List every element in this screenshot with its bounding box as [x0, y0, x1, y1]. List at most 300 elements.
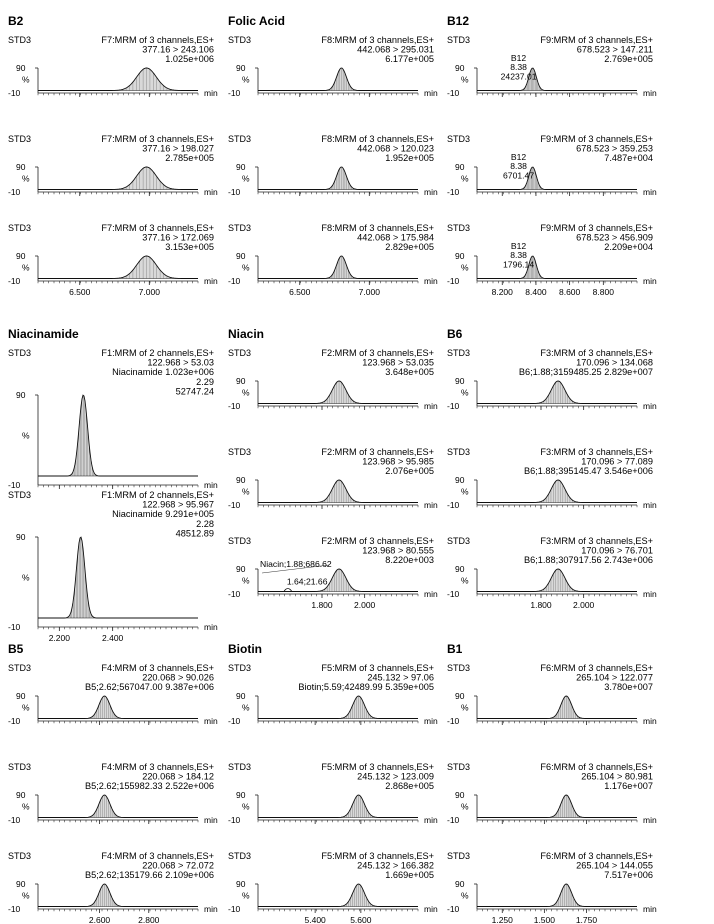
channel-header-line: F9:MRM of 3 channels,ES+ — [540, 223, 653, 233]
x-tick-label: 8.400 — [525, 287, 547, 297]
channel-header-line: 2.769e+005 — [604, 54, 653, 65]
peak-area — [258, 696, 418, 718]
channel-header-line: 52747.24 — [175, 386, 214, 397]
peak-area — [477, 569, 637, 592]
peak-hatching — [322, 381, 355, 404]
x-tick-label: 2.000 — [354, 600, 376, 610]
peak-annotation-line: 6701.47 — [503, 170, 535, 181]
chromatogram-panel — [8, 35, 218, 98]
y-tick-max: 90 — [16, 691, 26, 701]
chart-title: Biotin — [228, 642, 262, 656]
channel-header-line: 2.209e+004 — [604, 242, 653, 253]
sample-label: STD3 — [228, 851, 252, 861]
x-unit-label: min — [424, 904, 438, 914]
peak-hatching — [330, 256, 354, 279]
sample-label: STD3 — [228, 536, 252, 546]
peak-hatching — [73, 395, 94, 476]
y-unit-label: % — [22, 572, 30, 583]
chromatogram-trace — [38, 537, 198, 618]
y-unit-label: % — [22, 801, 30, 812]
channel-header-line: 245.132 > 97.06 — [367, 672, 434, 683]
chromatogram-panel — [228, 762, 438, 825]
x-unit-label: min — [643, 276, 657, 286]
x-tick-label: 7.000 — [358, 287, 380, 297]
sample-label: STD3 — [447, 348, 471, 358]
x-unit-label: min — [204, 276, 218, 286]
y-tick-min: -10 — [228, 276, 241, 286]
y-tick-max: 90 — [236, 879, 246, 889]
y-tick-min: -10 — [228, 589, 241, 599]
sample-label: STD3 — [8, 35, 32, 45]
chart-group — [8, 642, 218, 924]
chromatogram-panel — [447, 447, 657, 510]
channel-header-line: F4:MRM of 3 channels,ES+ — [101, 762, 214, 772]
peak-annotation-line: 8.38 — [510, 250, 527, 261]
channel-header-line: 265.104 > 122.077 — [576, 672, 653, 683]
y-tick-min: -10 — [8, 622, 21, 632]
y-tick-max: 90 — [236, 790, 246, 800]
channel-header-line: 2.29 — [196, 376, 214, 387]
channel-header-line: 2.076e+005 — [385, 466, 434, 477]
peak-area — [258, 884, 418, 906]
chromatogram-panel — [228, 447, 438, 510]
x-unit-label: min — [643, 716, 657, 726]
x-tick-label: 1.800 — [530, 600, 552, 610]
channel-header-line: F7:MRM of 3 channels,ES+ — [101, 35, 214, 45]
peak-area — [38, 256, 198, 279]
channel-header-line: 3.648e+005 — [385, 367, 434, 378]
x-tick-label: 2.400 — [102, 633, 124, 643]
channel-header-line: F7:MRM of 3 channels,ES+ — [101, 134, 214, 144]
chromatogram-panel — [228, 134, 438, 197]
channel-header-line: 442.068 > 295.031 — [357, 44, 434, 55]
channel-header-line: B5;2.62;155982.33 2.522e+006 — [84, 781, 214, 792]
y-unit-label: % — [22, 262, 30, 273]
y-tick-max: 90 — [455, 790, 465, 800]
sample-label: STD3 — [228, 348, 252, 358]
peak-hatching — [344, 696, 372, 719]
peak-annotation-line: B12 — [510, 53, 527, 63]
x-tick-label: 1.750 — [575, 915, 598, 924]
x-unit-label: min — [643, 500, 657, 510]
chromatogram-panel — [447, 223, 657, 297]
channel-header-line: 122.968 > 95.967 — [142, 499, 214, 510]
x-unit-label: min — [643, 904, 657, 914]
chromatogram-panel — [8, 134, 218, 197]
x-tick-label: 2.200 — [48, 633, 70, 643]
y-unit-label: % — [242, 486, 250, 497]
x-unit-label: min — [424, 815, 438, 825]
x-unit-label: min — [424, 589, 438, 599]
x-tick-label: 8.800 — [592, 287, 614, 297]
channel-header-line: F1:MRM of 2 channels,ES+ — [101, 490, 214, 500]
y-unit-label: % — [22, 74, 30, 85]
channel-header-line: 245.132 > 166.382 — [357, 860, 434, 871]
x-tick-label: 7.000 — [138, 287, 160, 297]
peak-hatching — [553, 696, 579, 719]
peak-area — [477, 256, 637, 278]
chromatogram-trace — [38, 884, 198, 906]
y-tick-min: -10 — [447, 88, 460, 98]
peak-area — [38, 395, 198, 476]
x-tick-label: 6.500 — [69, 287, 91, 297]
y-tick-min: -10 — [447, 716, 460, 726]
sample-label: STD3 — [228, 134, 252, 144]
sample-label: STD3 — [447, 851, 471, 861]
x-tick-label: 1.250 — [491, 915, 513, 924]
chart-group — [228, 327, 438, 610]
channel-header-line: 3.780e+007 — [604, 682, 653, 693]
x-unit-label: min — [424, 276, 438, 286]
y-tick-min: -10 — [228, 716, 241, 726]
x-tick-label: 8.600 — [558, 287, 581, 297]
chart-group — [447, 14, 657, 297]
peak-area — [258, 569, 418, 592]
peak-annotation-line: 24237.01 — [500, 71, 537, 82]
peak-annotation-line: Niacin;1.88;686.62 — [260, 559, 332, 569]
channel-header-line: B6;1.88;307917.56 2.743e+006 — [523, 555, 653, 566]
y-unit-label: % — [461, 74, 469, 85]
peak-hatching — [91, 696, 118, 719]
chart-title: B5 — [8, 642, 24, 656]
channel-header-line: 123.968 > 53.035 — [362, 357, 434, 368]
channel-header-line: 170.096 > 76.701 — [581, 545, 653, 556]
peak-annotation-line: 1796.14 — [503, 259, 535, 270]
y-tick-min: -10 — [447, 500, 460, 510]
channel-header-line: F8:MRM of 3 channels,ES+ — [321, 223, 434, 233]
peak-area — [258, 795, 418, 817]
channel-header-line: 678.523 > 359.253 — [576, 143, 653, 154]
y-tick-max: 90 — [16, 63, 26, 73]
channel-header-line: F2:MRM of 3 channels,ES+ — [321, 447, 434, 457]
chart-group — [447, 642, 657, 924]
x-tick-label: 1.800 — [311, 600, 333, 610]
channel-header-line: F3:MRM of 3 channels,ES+ — [540, 348, 653, 358]
chromatogram-panel — [8, 490, 218, 643]
x-unit-label: min — [204, 187, 218, 197]
y-tick-min: -10 — [228, 88, 241, 98]
channel-header-line: 442.068 > 175.984 — [357, 232, 434, 243]
x-tick-label: 1.500 — [533, 915, 556, 924]
y-tick-max: 90 — [236, 475, 246, 485]
peak-hatching — [91, 795, 118, 818]
peak-area — [38, 167, 198, 190]
y-tick-max: 90 — [236, 564, 246, 574]
chromatogram-panel — [228, 35, 438, 98]
channel-header-line: 2.868e+005 — [385, 781, 434, 792]
chromatogram-trace — [38, 256, 198, 279]
chromatogram-panel — [228, 536, 438, 610]
y-tick-min: -10 — [8, 716, 21, 726]
channel-header-line: 7.517e+006 — [604, 870, 653, 881]
y-tick-max: 90 — [16, 879, 26, 889]
channel-header-line: F3:MRM of 3 channels,ES+ — [540, 447, 653, 457]
y-tick-min: -10 — [8, 88, 21, 98]
channel-header-line: 220.068 > 72.072 — [142, 860, 214, 871]
chromatogram-trace — [38, 696, 198, 718]
y-unit-label: % — [22, 890, 30, 901]
y-tick-max: 90 — [236, 162, 246, 172]
y-tick-min: -10 — [8, 480, 21, 490]
chart-title: B1 — [447, 642, 463, 656]
chromatogram-panel — [228, 223, 438, 297]
channel-header-line: 48512.89 — [175, 528, 214, 539]
chart-title: Folic Acid — [228, 14, 285, 28]
peak-area — [258, 381, 418, 404]
x-unit-label: min — [643, 589, 657, 599]
sample-label: STD3 — [228, 663, 252, 673]
channel-header-line: 2.28 — [196, 518, 214, 529]
chromatogram-trace — [38, 167, 198, 190]
chart-title: B2 — [8, 14, 24, 28]
peak-hatching — [553, 884, 579, 907]
chromatogram-panel — [447, 851, 657, 924]
y-unit-label: % — [22, 702, 30, 713]
y-unit-label: % — [22, 430, 30, 441]
channel-header-line: 1.669e+005 — [385, 870, 434, 881]
channel-header-line: F1:MRM of 2 channels,ES+ — [101, 348, 214, 358]
x-unit-label: min — [204, 622, 218, 632]
y-unit-label: % — [22, 173, 30, 184]
y-tick-min: -10 — [8, 815, 21, 825]
sample-label: STD3 — [447, 134, 471, 144]
channel-header-line: B5;2.62;567047.00 9.387e+006 — [84, 682, 214, 693]
chart-group — [8, 327, 218, 643]
channel-header-line: Biotin;5.59;42489.99 5.359e+005 — [298, 682, 434, 693]
peak-hatching — [541, 381, 574, 404]
y-unit-label: % — [461, 173, 469, 184]
channel-header-line: 122.968 > 53.03 — [147, 357, 214, 368]
y-tick-min: -10 — [228, 815, 241, 825]
x-unit-label: min — [643, 187, 657, 197]
channel-header-line: 220.068 > 90.026 — [142, 672, 214, 683]
channel-header-line: 2.829e+005 — [385, 242, 434, 253]
channel-header-line: F9:MRM of 3 channels,ES+ — [540, 35, 653, 45]
chromatogram-panel — [8, 851, 218, 924]
chart-title: B12 — [447, 14, 470, 28]
chromatogram-panel — [447, 134, 657, 197]
chromatogram-panel — [8, 223, 218, 297]
y-tick-max: 90 — [16, 162, 26, 172]
x-unit-label: min — [643, 88, 657, 98]
peak-area — [477, 167, 637, 189]
channel-header-line: F6:MRM of 3 channels,ES+ — [540, 663, 653, 673]
y-unit-label: % — [242, 702, 250, 713]
peak-area — [38, 68, 198, 91]
x-unit-label: min — [424, 187, 438, 197]
channel-header-line: 245.132 > 123.009 — [357, 771, 434, 782]
y-tick-max: 90 — [455, 251, 465, 261]
y-unit-label: % — [242, 801, 250, 812]
x-tick-label: 5.400 — [304, 915, 326, 924]
x-unit-label: min — [204, 716, 218, 726]
y-unit-label: % — [461, 890, 469, 901]
channel-header-line: 265.104 > 80.981 — [581, 771, 653, 782]
chart-group — [8, 14, 218, 297]
channel-header-line: 8.220e+003 — [385, 555, 434, 566]
y-tick-max: 90 — [236, 691, 246, 701]
x-tick-label: 2.800 — [138, 915, 160, 924]
channel-header-line: F2:MRM of 3 channels,ES+ — [321, 348, 434, 358]
y-tick-min: -10 — [228, 500, 241, 510]
x-unit-label: min — [424, 500, 438, 510]
y-tick-max: 90 — [16, 251, 26, 261]
chromatogram-panel — [8, 663, 218, 726]
sample-label: STD3 — [8, 223, 32, 233]
minor-peak-label: 1.64;21.66 — [286, 576, 328, 587]
chart-group — [447, 327, 657, 610]
y-tick-max: 90 — [16, 532, 26, 542]
sample-label: STD3 — [8, 762, 32, 772]
y-tick-min: -10 — [447, 815, 460, 825]
chart-title: Niacinamide — [8, 327, 79, 341]
peak-hatching — [541, 480, 574, 503]
channel-header-line: F6:MRM of 3 channels,ES+ — [540, 851, 653, 861]
peak-area — [38, 696, 198, 718]
x-unit-label: min — [643, 401, 657, 411]
peak-annotation-line: 8.38 — [510, 161, 527, 172]
chromatogram-panel — [228, 851, 438, 924]
x-unit-label: min — [204, 480, 218, 490]
y-tick-max: 90 — [236, 376, 246, 386]
y-tick-min: -10 — [447, 589, 460, 599]
y-tick-max: 90 — [16, 390, 26, 400]
channel-header-line: Niacinamide 9.291e+005 — [112, 509, 214, 520]
x-unit-label: min — [204, 88, 218, 98]
x-unit-label: min — [424, 716, 438, 726]
sample-label: STD3 — [447, 223, 471, 233]
channel-header-line: F4:MRM of 3 channels,ES+ — [101, 663, 214, 673]
y-unit-label: % — [242, 387, 250, 398]
y-unit-label: % — [242, 173, 250, 184]
y-unit-label: % — [242, 890, 250, 901]
channel-header-line: 220.068 > 184.12 — [142, 771, 214, 782]
y-tick-min: -10 — [8, 276, 21, 286]
channel-header-line: 7.487e+004 — [604, 153, 653, 164]
x-unit-label: min — [424, 401, 438, 411]
sample-label: STD3 — [8, 490, 32, 500]
chart-group — [228, 14, 438, 297]
y-tick-max: 90 — [236, 63, 246, 73]
chromatogram-panel — [228, 348, 438, 411]
channel-header-line: F6:MRM of 3 channels,ES+ — [540, 762, 653, 772]
peak-hatching — [330, 167, 354, 190]
peak-hatching — [344, 795, 372, 818]
chromatogram-panel — [447, 663, 657, 726]
peak-hatching — [330, 68, 354, 91]
peak-area — [38, 884, 198, 906]
channel-header-line: F9:MRM of 3 channels,ES+ — [540, 134, 653, 144]
peak-annotation-line: B12 — [510, 241, 527, 251]
y-unit-label: % — [242, 74, 250, 85]
x-tick-label: 2.600 — [88, 915, 111, 924]
peak-area — [258, 480, 418, 503]
x-unit-label: min — [424, 88, 438, 98]
chromatogram-trace — [258, 795, 418, 817]
chromatogram-panel — [8, 762, 218, 825]
sample-label: STD3 — [228, 762, 252, 772]
chromatogram-trace — [477, 256, 637, 278]
channel-header-line: B6;1.88;3159485.25 2.829e+007 — [518, 367, 653, 378]
channel-header-line: 1.952e+005 — [385, 153, 434, 164]
y-unit-label: % — [242, 575, 250, 586]
y-tick-min: -10 — [8, 187, 21, 197]
y-tick-min: -10 — [228, 401, 241, 411]
y-tick-min: -10 — [228, 187, 241, 197]
channel-header-line: F4:MRM of 3 channels,ES+ — [101, 851, 214, 861]
channel-header-line: F2:MRM of 3 channels,ES+ — [321, 536, 434, 546]
chromatogram-panel — [447, 536, 657, 610]
x-unit-label: min — [643, 815, 657, 825]
channel-header-line: F7:MRM of 3 channels,ES+ — [101, 223, 214, 233]
chromatogram-trace — [258, 696, 418, 718]
peak-hatching — [91, 884, 118, 907]
y-tick-max: 90 — [455, 162, 465, 172]
y-unit-label: % — [242, 262, 250, 273]
chromatogram-trace — [38, 795, 198, 817]
sample-label: STD3 — [8, 663, 32, 673]
channel-header-line: 442.068 > 120.023 — [357, 143, 434, 154]
channel-header-line: 1.025e+006 — [165, 54, 214, 65]
y-unit-label: % — [461, 801, 469, 812]
channel-header-line: B5;2.62;135179.66 2.109e+006 — [84, 870, 214, 881]
channel-header-line: 3.153e+005 — [165, 242, 214, 253]
x-unit-label: min — [204, 815, 218, 825]
channel-header-line: F8:MRM of 3 channels,ES+ — [321, 134, 434, 144]
channel-header-line: 265.104 > 144.055 — [576, 860, 653, 871]
y-tick-min: -10 — [228, 904, 241, 914]
chromatogram-trace — [38, 395, 198, 476]
y-tick-max: 90 — [455, 564, 465, 574]
x-tick-label: 5.600 — [350, 915, 372, 924]
channel-header-line: 123.968 > 95.985 — [362, 456, 434, 467]
sample-label: STD3 — [447, 447, 471, 457]
channel-header-line: 377.16 > 172.069 — [142, 232, 214, 243]
y-tick-max: 90 — [16, 790, 26, 800]
sample-label: STD3 — [447, 663, 471, 673]
channel-header-line: F8:MRM of 3 channels,ES+ — [321, 35, 434, 45]
chromatogram-panel — [8, 348, 218, 490]
sample-label: STD3 — [447, 536, 471, 546]
chart-title: B6 — [447, 327, 463, 341]
peak-hatching — [541, 569, 574, 592]
y-unit-label: % — [461, 387, 469, 398]
channel-header-line: 2.785e+005 — [165, 153, 214, 164]
y-tick-min: -10 — [447, 276, 460, 286]
x-tick-label: 8.200 — [491, 287, 513, 297]
channel-header-line: 377.16 > 198.027 — [142, 143, 214, 154]
peak-area — [38, 537, 198, 618]
peak-annotation-line: B12 — [510, 152, 527, 162]
peak-area — [38, 795, 198, 817]
channel-header-line: 170.096 > 77.089 — [581, 456, 653, 467]
y-tick-max: 90 — [455, 475, 465, 485]
y-unit-label: % — [461, 702, 469, 713]
channel-header-line: 678.523 > 147.211 — [576, 44, 653, 55]
channel-header-line: B6;1.88;395145.47 3.546e+006 — [523, 466, 653, 477]
peak-area — [477, 381, 637, 404]
y-unit-label: % — [461, 262, 469, 273]
y-unit-label: % — [461, 486, 469, 497]
y-tick-min: -10 — [447, 187, 460, 197]
channel-header-line: 377.16 > 243.106 — [142, 44, 214, 55]
sample-label: STD3 — [8, 348, 32, 358]
channel-header-line: F3:MRM of 3 channels,ES+ — [540, 536, 653, 546]
channel-header-line: 170.096 > 134.068 — [576, 357, 653, 368]
channel-header-line: 123.968 > 80.555 — [362, 545, 434, 556]
y-tick-max: 90 — [455, 691, 465, 701]
y-tick-max: 90 — [455, 63, 465, 73]
